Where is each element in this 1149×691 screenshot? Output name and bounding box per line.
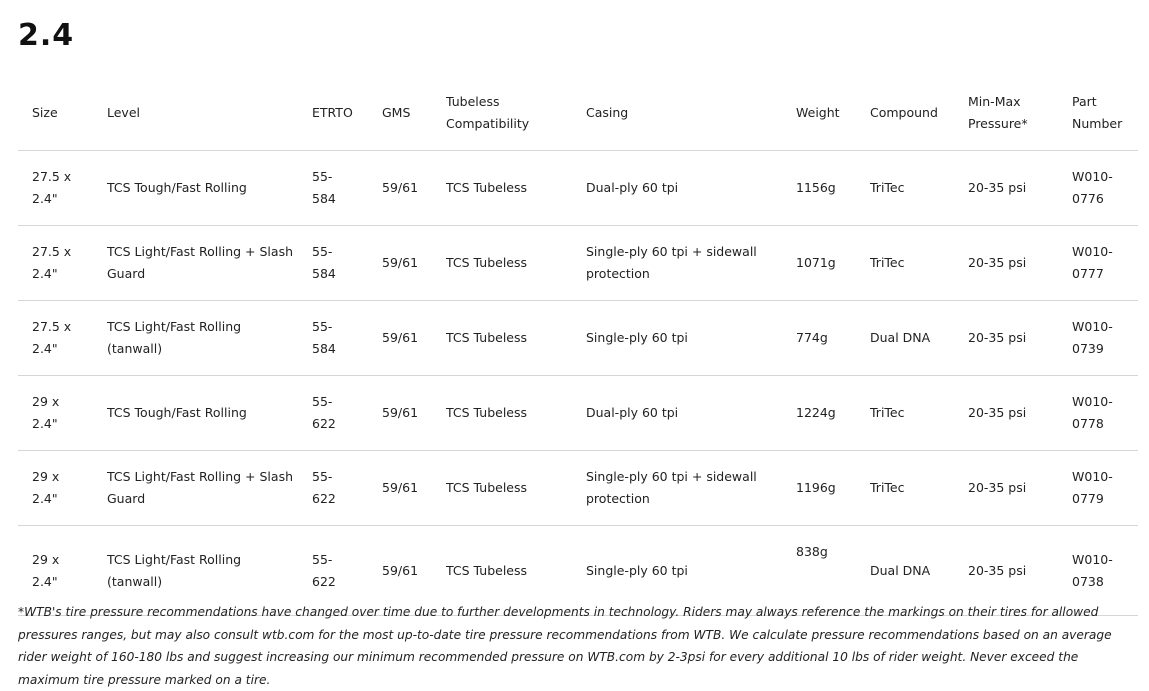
cell-pressure: 20-35 psi — [954, 226, 1058, 301]
cell-level: TCS Light/Fast Rolling (tanwall) — [93, 301, 298, 376]
header-casing: Casing — [572, 76, 782, 151]
header-etrto: ETRTO — [298, 76, 368, 151]
table-row — [18, 301, 1138, 376]
cell-pressure: 20-35 psi — [954, 376, 1058, 451]
cell-tubeless: TCS Tubeless — [432, 451, 572, 526]
header-pressure: Min-Max Pressure* — [954, 76, 1058, 151]
header-size: Size — [18, 76, 93, 151]
table-row — [18, 226, 1138, 301]
cell-gms: 59/61 — [368, 526, 432, 616]
cell-tubeless: TCS Tubeless — [432, 151, 572, 226]
header-part-number: Part Number — [1058, 76, 1138, 151]
cell-etrto: 55- 622 — [298, 451, 368, 526]
cell-level: TCS Light/Fast Rolling + Slash Guard — [93, 226, 298, 301]
cell-tubeless: TCS Tubeless — [432, 526, 572, 616]
cell-compound: Dual DNA — [856, 301, 954, 376]
cell-etrto: 55- 584 — [298, 226, 368, 301]
cell-tubeless: TCS Tubeless — [432, 376, 572, 451]
cell-compound: TriTec — [856, 376, 954, 451]
cell-level: TCS Light/Fast Rolling (tanwall) — [93, 526, 298, 616]
page-title: 2.4 — [18, 18, 75, 53]
cell-weight: 774g — [782, 301, 856, 376]
cell-compound: TriTec — [856, 226, 954, 301]
pressure-footnote: *WTB's tire pressure recommendations have changed over time due to further developments in technology. Riders may always reference the markings on their tires for allowed pressures ranges, but may also consult wtb.com for the most up-to-date tire pressure recommendations from WTB. We calculate pressure recommendations based on an average rider weight of 160-180 lbs and suggest increasing our minimum recommended pressure on WTB.com by 2-3psi for every additional 10 lbs of rider weight. Never exceed the maximum tire pressure marked on a tire. — [18, 605, 1112, 687]
cell-compound: Dual DNA — [856, 526, 954, 616]
cell-size: 29 x 2.4" — [18, 376, 93, 451]
cell-part-number: W010- 0738 — [1058, 526, 1138, 616]
header-compound: Compound — [856, 76, 954, 151]
cell-gms: 59/61 — [368, 451, 432, 526]
cell-etrto: 55- 622 — [298, 376, 368, 451]
header-gms: GMS — [368, 76, 432, 151]
cell-part-number: W010- 0779 — [1058, 451, 1138, 526]
table-header-row — [18, 76, 1138, 151]
cell-casing: Dual-ply 60 tpi — [572, 376, 782, 451]
cell-size: 29 x 2.4" — [18, 451, 93, 526]
cell-size: 27.5 x 2.4" — [18, 151, 93, 226]
cell-weight: 1071g — [782, 226, 856, 301]
cell-tubeless: TCS Tubeless — [432, 301, 572, 376]
cell-size: 27.5 x 2.4" — [18, 226, 93, 301]
cell-compound: TriTec — [856, 151, 954, 226]
cell-casing: Dual-ply 60 tpi — [572, 151, 782, 226]
cell-part-number: W010- 0739 — [1058, 301, 1138, 376]
cell-pressure: 20-35 psi — [954, 526, 1058, 616]
cell-gms: 59/61 — [368, 226, 432, 301]
header-tubeless: Tubeless Compatibility — [432, 76, 572, 151]
cell-casing: Single-ply 60 tpi + sidewall protection — [572, 226, 782, 301]
cell-casing: Single-ply 60 tpi — [572, 526, 782, 616]
cell-tubeless: TCS Tubeless — [432, 226, 572, 301]
cell-pressure: 20-35 psi — [954, 451, 1058, 526]
cell-size: 27.5 x 2.4" — [18, 301, 93, 376]
table-row — [18, 151, 1138, 226]
cell-etrto: 55- 584 — [298, 151, 368, 226]
cell-compound: TriTec — [856, 451, 954, 526]
cell-etrto: 55- 584 — [298, 301, 368, 376]
cell-level: TCS Tough/Fast Rolling — [93, 376, 298, 451]
cell-size: 29 x 2.4" — [18, 526, 93, 616]
cell-level: TCS Tough/Fast Rolling — [93, 151, 298, 226]
cell-gms: 59/61 — [368, 151, 432, 226]
cell-weight: 1224g — [782, 376, 856, 451]
cell-part-number: W010- 0778 — [1058, 376, 1138, 451]
cell-level: TCS Light/Fast Rolling + Slash Guard — [93, 451, 298, 526]
table-row — [18, 451, 1138, 526]
cell-weight: 1156g — [782, 151, 856, 226]
cell-casing: Single-ply 60 tpi — [572, 301, 782, 376]
cell-pressure: 20-35 psi — [954, 151, 1058, 226]
cell-part-number: W010- 0777 — [1058, 226, 1138, 301]
table-row — [18, 376, 1138, 451]
cell-etrto: 55- 622 — [298, 526, 368, 616]
cell-part-number: W010- 0776 — [1058, 151, 1138, 226]
header-weight: Weight — [782, 76, 856, 151]
cell-pressure: 20-35 psi — [954, 301, 1058, 376]
cell-casing: Single-ply 60 tpi + sidewall protection — [572, 451, 782, 526]
tire-spec-table — [18, 76, 1138, 616]
cell-gms: 59/61 — [368, 376, 432, 451]
cell-weight: 1196g — [782, 451, 856, 526]
cell-weight: 838g — [782, 526, 856, 616]
header-level: Level — [93, 76, 298, 151]
cell-gms: 59/61 — [368, 301, 432, 376]
